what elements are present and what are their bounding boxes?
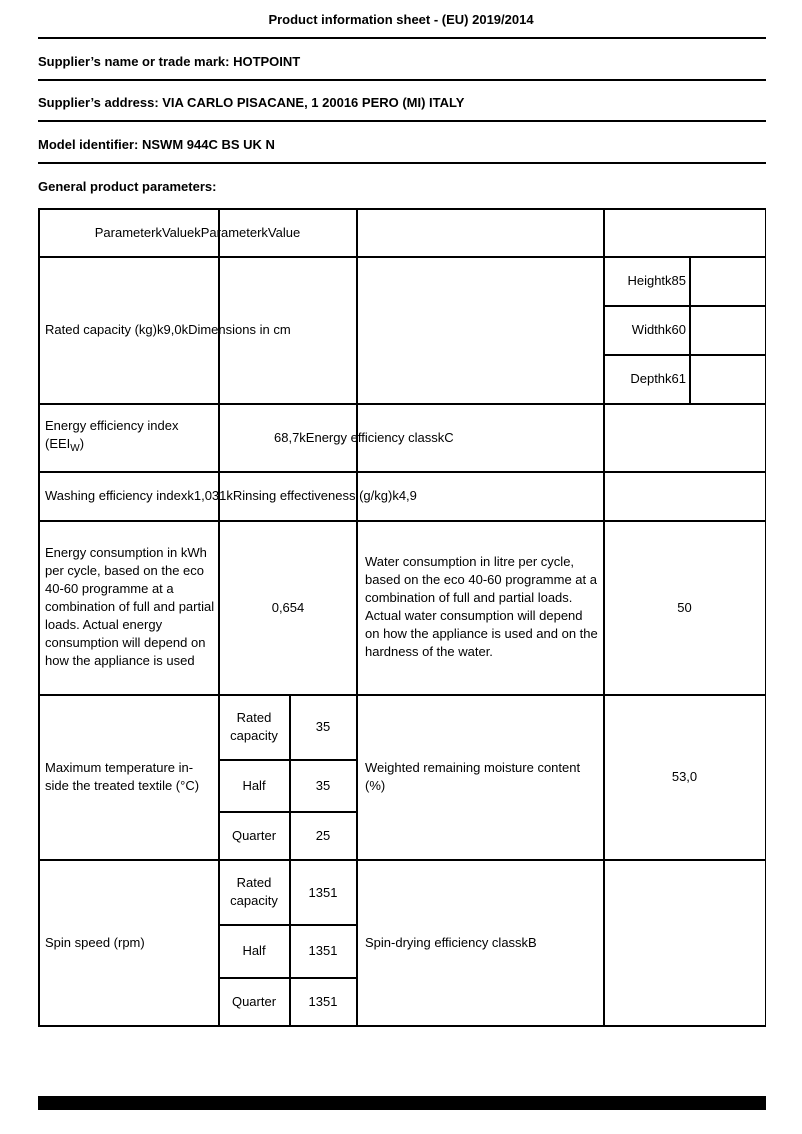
- max-temperature-label: [45, 694, 220, 859]
- spin-row-label-quarter: Quarter: [231, 993, 277, 1009]
- divider-line: [38, 79, 766, 81]
- table-border: [38, 1025, 766, 1027]
- table-header-parameter-value: ParameterkValuekParameterkValue: [94, 224, 301, 240]
- moisture-content-label-line2: (%): [365, 777, 386, 793]
- temperature-value-quarter: 25: [315, 827, 331, 843]
- eei-subscript: W: [70, 442, 80, 454]
- energy-efficiency-index-label-line1: Energy efficiency index: [45, 417, 179, 433]
- spin-value-half: 1351: [308, 943, 338, 958]
- water-consumption-text: Water consumption in litre per cycle, based on the eco 40-60 programme at a combination of full and partial loads. Actual water consumption will depend on how the appliance is used and on the hardness of the water.: [365, 554, 598, 659]
- energy-efficiency-index-label-line2: [45, 435, 84, 458]
- dimension-height: Heightk85: [627, 273, 686, 288]
- spin-drying-class: Spin-drying efficiency classkB: [365, 934, 537, 950]
- spin-row-label-half: Half: [242, 943, 266, 958]
- water-consumption-value: 50: [677, 599, 692, 615]
- temperature-value-rated-capacity: 35: [315, 719, 331, 734]
- energy-consumption-text: Energy consumption in kWh per cycle, based on the eco 40-60 programme at a combination of full and partial loads. Actual energy consumption will depend on how the appliance is used: [45, 545, 215, 668]
- dimension-width: Widthk60: [631, 322, 686, 337]
- model-identifier: Model identifier: NSWM 944C BS UK N: [38, 136, 275, 152]
- rated-capacity-row: Rated capacity (kg)k9,0kDimensions in cm: [45, 322, 291, 337]
- eei-suffix: ): [79, 435, 85, 451]
- eei-prefix: (EEI: [45, 435, 71, 451]
- temperature-value-half: 35: [315, 777, 331, 793]
- supplier-name: Supplier’s name or trade mark: HOTPOINT: [38, 53, 301, 69]
- moisture-content-label-line1: Weighted remaining moisture content: [365, 759, 581, 775]
- moisture-content-value: 53,0: [671, 769, 698, 784]
- energy-efficiency-value: 68,7kEnergy efficiency classkC: [274, 429, 454, 445]
- divider-line: [38, 37, 766, 39]
- spin-speed-label: Spin speed (rpm): [45, 934, 145, 950]
- supplier-address: Supplier’s address: VIA CARLO PISACANE, 1 20016 PERO (MI) ITALY: [38, 94, 465, 110]
- table-border: [38, 208, 40, 1026]
- energy-consumption-value: 0,654: [271, 599, 305, 615]
- temperature-row-label-half: Half: [242, 777, 266, 793]
- page-bottom-truncated-bar: [38, 1096, 766, 1110]
- dimension-depth: Depthk61: [630, 371, 686, 386]
- table-border: [689, 256, 691, 404]
- divider-line: [38, 162, 766, 164]
- divider-line: [38, 120, 766, 122]
- spin-value-quarter: 1351: [308, 993, 338, 1009]
- max-temperature-label-line1: Maximum temperature in-: [45, 759, 194, 775]
- energy-efficiency-index-label: [45, 403, 215, 471]
- temperature-row-label-rated-capacity: Rated capacity: [230, 709, 278, 743]
- washing-efficiency-row: Washing efficiency indexk1,031kRinsing effectiveness (g/kg)k4,9: [45, 488, 417, 503]
- moisture-content-label: [365, 694, 599, 859]
- page-title: Product information sheet - (EU) 2019/2014: [268, 11, 534, 27]
- max-temperature-label-line2: side the treated textile (°C): [45, 777, 200, 793]
- spin-value-rated-capacity: 1351: [308, 884, 338, 900]
- spin-row-label-rated-capacity: Rated capacity: [230, 875, 278, 908]
- temperature-row-label-quarter: Quarter: [231, 827, 277, 843]
- general-parameters-heading: General product parameters:: [38, 178, 217, 194]
